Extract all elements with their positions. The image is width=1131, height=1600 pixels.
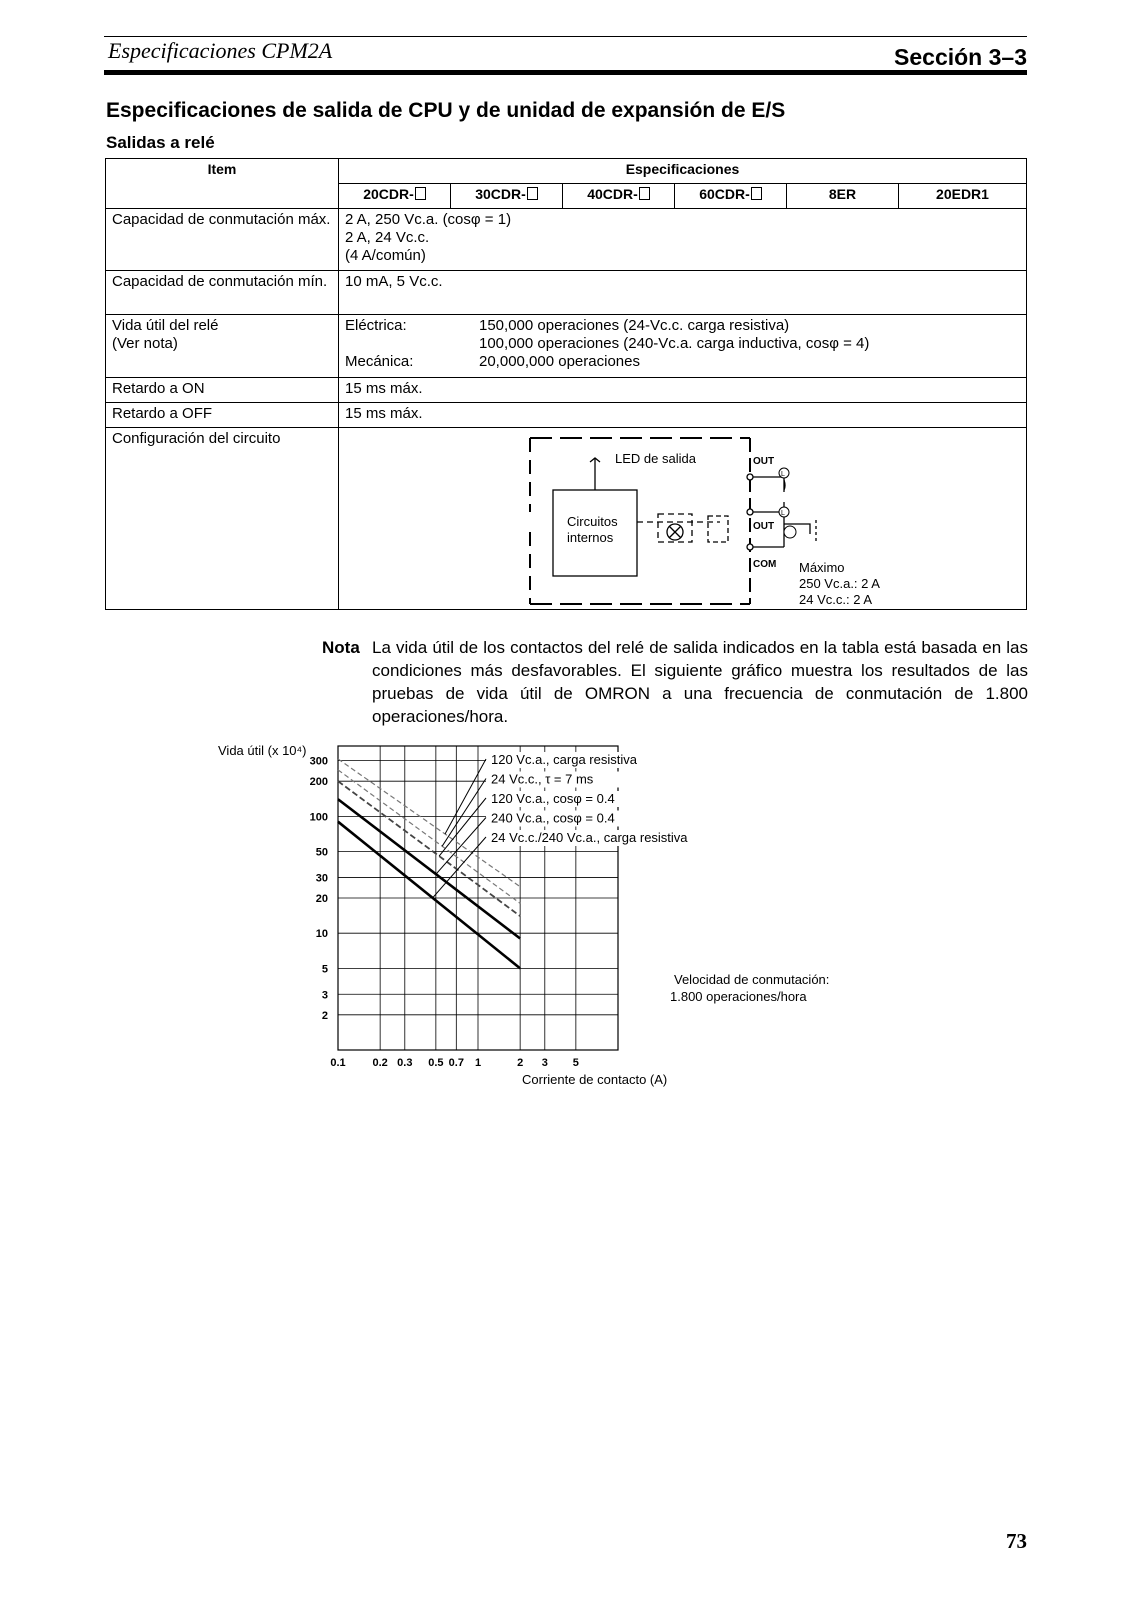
model-header: 40CDR- <box>563 184 675 209</box>
x-tick-label: 0.1 <box>330 1057 346 1069</box>
model-header: 60CDR- <box>675 184 787 209</box>
x-tick-label: 0.3 <box>397 1057 413 1069</box>
row-label: Retardo a OFF <box>106 403 339 428</box>
circuit-internal-label: Circuitos <box>567 514 618 529</box>
x-tick-label: 0.5 <box>428 1057 444 1069</box>
circuit-max-dc: 24 Vc.c.: 2 A <box>799 592 872 607</box>
legend-label: 24 Vc.c./240 Vc.a., carga resistiva <box>491 830 688 845</box>
circuit-diagram <box>520 432 900 614</box>
y-tick-label: 50 <box>315 846 328 859</box>
y-tick-label: 30 <box>315 872 328 885</box>
circuit-led-label: LED de salida <box>615 451 696 466</box>
placeholder-box-icon <box>415 187 426 200</box>
legend-label: 120 Vc.a., carga resistiva <box>491 752 637 767</box>
x-tick-label: 3 <box>541 1057 548 1069</box>
placeholder-box-icon <box>751 187 762 200</box>
x-tick-label: 1 <box>474 1057 482 1069</box>
chart-annotation: 1.800 operaciones/hora <box>670 989 807 1004</box>
circuit-max-title: Máximo <box>799 560 845 575</box>
circuit-max-ac: 250 Vc.a.: 2 A <box>799 576 880 591</box>
running-header-section: Sección 3–3 <box>894 44 1027 70</box>
row-label: Retardo a ON <box>106 378 339 403</box>
legend-label: 120 Vc.a., cosφ = 0.4 <box>491 791 615 806</box>
model-header: 30CDR- <box>451 184 563 209</box>
y-tick-label: 300 <box>309 755 328 768</box>
y-tick-label: 200 <box>309 776 328 789</box>
circuit-load-label: L <box>781 471 785 478</box>
x-tick-label: 2 <box>517 1057 524 1069</box>
row-label: Capacidad de conmutación máx. <box>106 209 339 271</box>
row-value: 10 mA, 5 Vc.c. <box>339 271 1027 315</box>
row-value: 15 ms máx. <box>339 403 1027 428</box>
relay-life-chart <box>210 738 930 1098</box>
page-number: 73 <box>1006 1529 1027 1553</box>
specs-header: Especificaciones <box>339 159 1027 184</box>
row-value: 15 ms máx. <box>339 378 1027 403</box>
legend-label: 240 Vc.a., cosφ = 0.4 <box>491 810 615 826</box>
y-tick-label: 20 <box>315 893 328 905</box>
header-rule-top <box>104 36 1027 37</box>
chart-xlabel: Corriente de contacto (A) <box>522 1072 668 1087</box>
circuit-out-label: OUT <box>753 456 775 467</box>
legend-label: 24 Vc.c., τ = 7 ms <box>491 771 594 787</box>
model-header: 20CDR- <box>339 184 451 209</box>
y-tick-label: 100 <box>309 811 328 824</box>
row-label: Capacidad de conmutación mín. <box>106 271 339 315</box>
y-tick-label: 3 <box>321 989 328 1002</box>
legend-leader <box>439 798 486 856</box>
row-value: 2 A, 250 Vc.a. (cosφ = 1) 2 A, 24 Vc.c. (4 A/común) <box>339 209 1027 271</box>
circuit-out-label: OUT <box>753 521 775 532</box>
x-tick-label: 0.2 <box>372 1057 388 1069</box>
model-header: 8ER <box>787 184 899 209</box>
row-label: Configuración del circuito <box>106 428 339 610</box>
chart-ylabel: Vida útil (x 10⁴) <box>218 743 307 758</box>
subsection-heading: Salidas a relé <box>106 133 215 152</box>
circuit-load-label: L <box>781 510 785 517</box>
circuit-internal-label: internos <box>567 530 614 545</box>
y-tick-label: 5 <box>321 963 328 976</box>
x-tick-label: 5 <box>572 1057 579 1069</box>
x-tick-label: 0.7 <box>448 1057 464 1069</box>
row-value: Eléctrica: 150,000 operaciones (24-Vc.c. carga resistiva) 100,000 operaciones (240-Vc.a. carga inductiva, cosφ = 4) Mecánica: 20,000,000 operaciones <box>339 315 1027 378</box>
placeholder-box-icon <box>527 187 538 200</box>
row-label: Vida útil del relé (Ver nota) <box>106 315 339 378</box>
note-block <box>322 636 1028 728</box>
legend-leader <box>442 779 486 847</box>
model-header: 20EDR1 <box>899 184 1027 209</box>
running-header-title: Especificaciones CPM2A <box>108 38 333 63</box>
item-header: Item <box>106 159 339 209</box>
section-heading: Especificaciones de salida de CPU y de unidad de expansión de E/S <box>106 99 786 122</box>
y-tick-label: 10 <box>315 928 328 941</box>
circuit-com-label: COM <box>753 559 777 570</box>
chart-annotation: Velocidad de conmutación: <box>674 972 830 987</box>
y-tick-label: 2 <box>321 1009 328 1022</box>
placeholder-box-icon <box>639 187 650 200</box>
note-label: Nota <box>322 638 360 657</box>
note-text: La vida útil de los contactos del relé de salida indicados en la tabla está basada en las condiciones más desfavorables. El siguiente gráfico muestra los resultados de las pruebas de vida útil de OMRON a una frecuencia de conmutación de 1.800 operaciones/hora. <box>372 638 1028 726</box>
header-rule-bottom <box>104 70 1027 75</box>
